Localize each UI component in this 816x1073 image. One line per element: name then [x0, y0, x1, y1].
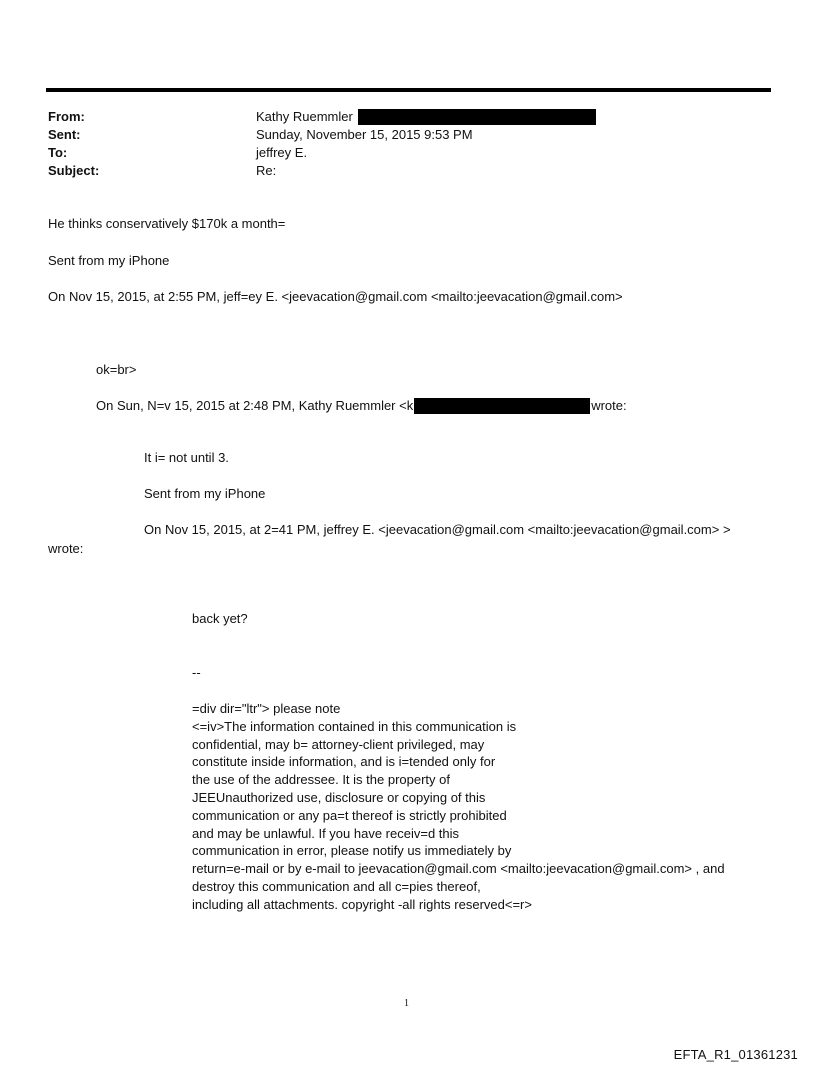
sent-label: Sent:: [48, 127, 81, 142]
notice-line: including all attachments. copyright -all rights reserved<=r>: [192, 896, 532, 912]
signature-line: Sent from my iPhone: [144, 486, 266, 501]
subject-row: [48, 162, 596, 180]
signature-separator: --: [192, 665, 201, 680]
notice-line: communication in error, please notify us immediately by: [192, 843, 512, 859]
email-header: [48, 108, 596, 180]
quoted-message-line: It i= not until 3.: [144, 450, 229, 465]
from-row: [48, 108, 596, 126]
signature-line: Sent from my iPhone: [48, 253, 170, 268]
notice-line: the use of the addressee. It is the property of: [192, 772, 450, 788]
message-line: He thinks conservatively $170k a month=: [48, 216, 286, 231]
subject-label: Subject:: [48, 163, 100, 178]
page-number: 1: [404, 998, 409, 1009]
from-value: Kathy Ruemmler: [256, 109, 353, 124]
bates-number: EFTA_R1_01361231: [673, 1047, 798, 1062]
to-row: [48, 144, 596, 162]
notice-line: return=e-mail or by e-mail to jeevacation@gmail.com <mailto:jeevacation@gmail.com> , and: [192, 861, 725, 877]
redaction-bar: [414, 398, 590, 414]
quote-header: On Nov 15, 2015, at 2:55 PM, jeff=ey E. <jeevacation@gmail.com <mailto:jeevacation@gmail.com>: [48, 289, 623, 304]
header-rule: [46, 88, 771, 92]
notice-line: =div dir="ltr"> please note: [192, 701, 341, 716]
notice-line: JEEUnauthorized use, disclosure or copying of this: [192, 789, 486, 805]
quote-header-prefix: On Sun, N=v 15, 2015 at 2:48 PM, Kathy Ruemmler <k: [96, 398, 414, 413]
notice-line: <=iv>The information contained in this communication is: [192, 718, 517, 734]
to-value: jeffrey E.: [256, 145, 308, 160]
notice-line: constitute inside information, and is i=tended only for: [192, 754, 496, 770]
notice-line: confidential, may b= attorney-client privileged, may: [192, 736, 485, 752]
quote-header-wrap: wrote:: [48, 541, 84, 556]
quote-header: On Nov 15, 2015, at 2=41 PM, jeffrey E. <jeevacation@gmail.com <mailto:jeevacation@gmail.com> >: [144, 522, 731, 537]
sent-row: [48, 126, 596, 144]
quote-header: [96, 397, 627, 415]
legal-notice: [192, 700, 762, 914]
quoted-message-line: ok=br>: [96, 362, 137, 377]
to-label: To:: [48, 145, 68, 160]
notice-line: communication or any pa=t thereof is strictly prohibited: [192, 807, 507, 823]
notice-line: and may be unlawful. If you have receiv=d this: [192, 825, 460, 841]
quoted-message-line: back yet?: [192, 611, 248, 626]
quote-header-suffix: wrote:: [591, 398, 627, 413]
sent-value: Sunday, November 15, 2015 9:53 PM: [256, 127, 473, 142]
from-label: From:: [48, 109, 85, 124]
redaction-bar: [358, 109, 596, 125]
subject-value: Re:: [256, 163, 277, 178]
notice-line: destroy this communication and all c=pies thereof,: [192, 878, 481, 894]
